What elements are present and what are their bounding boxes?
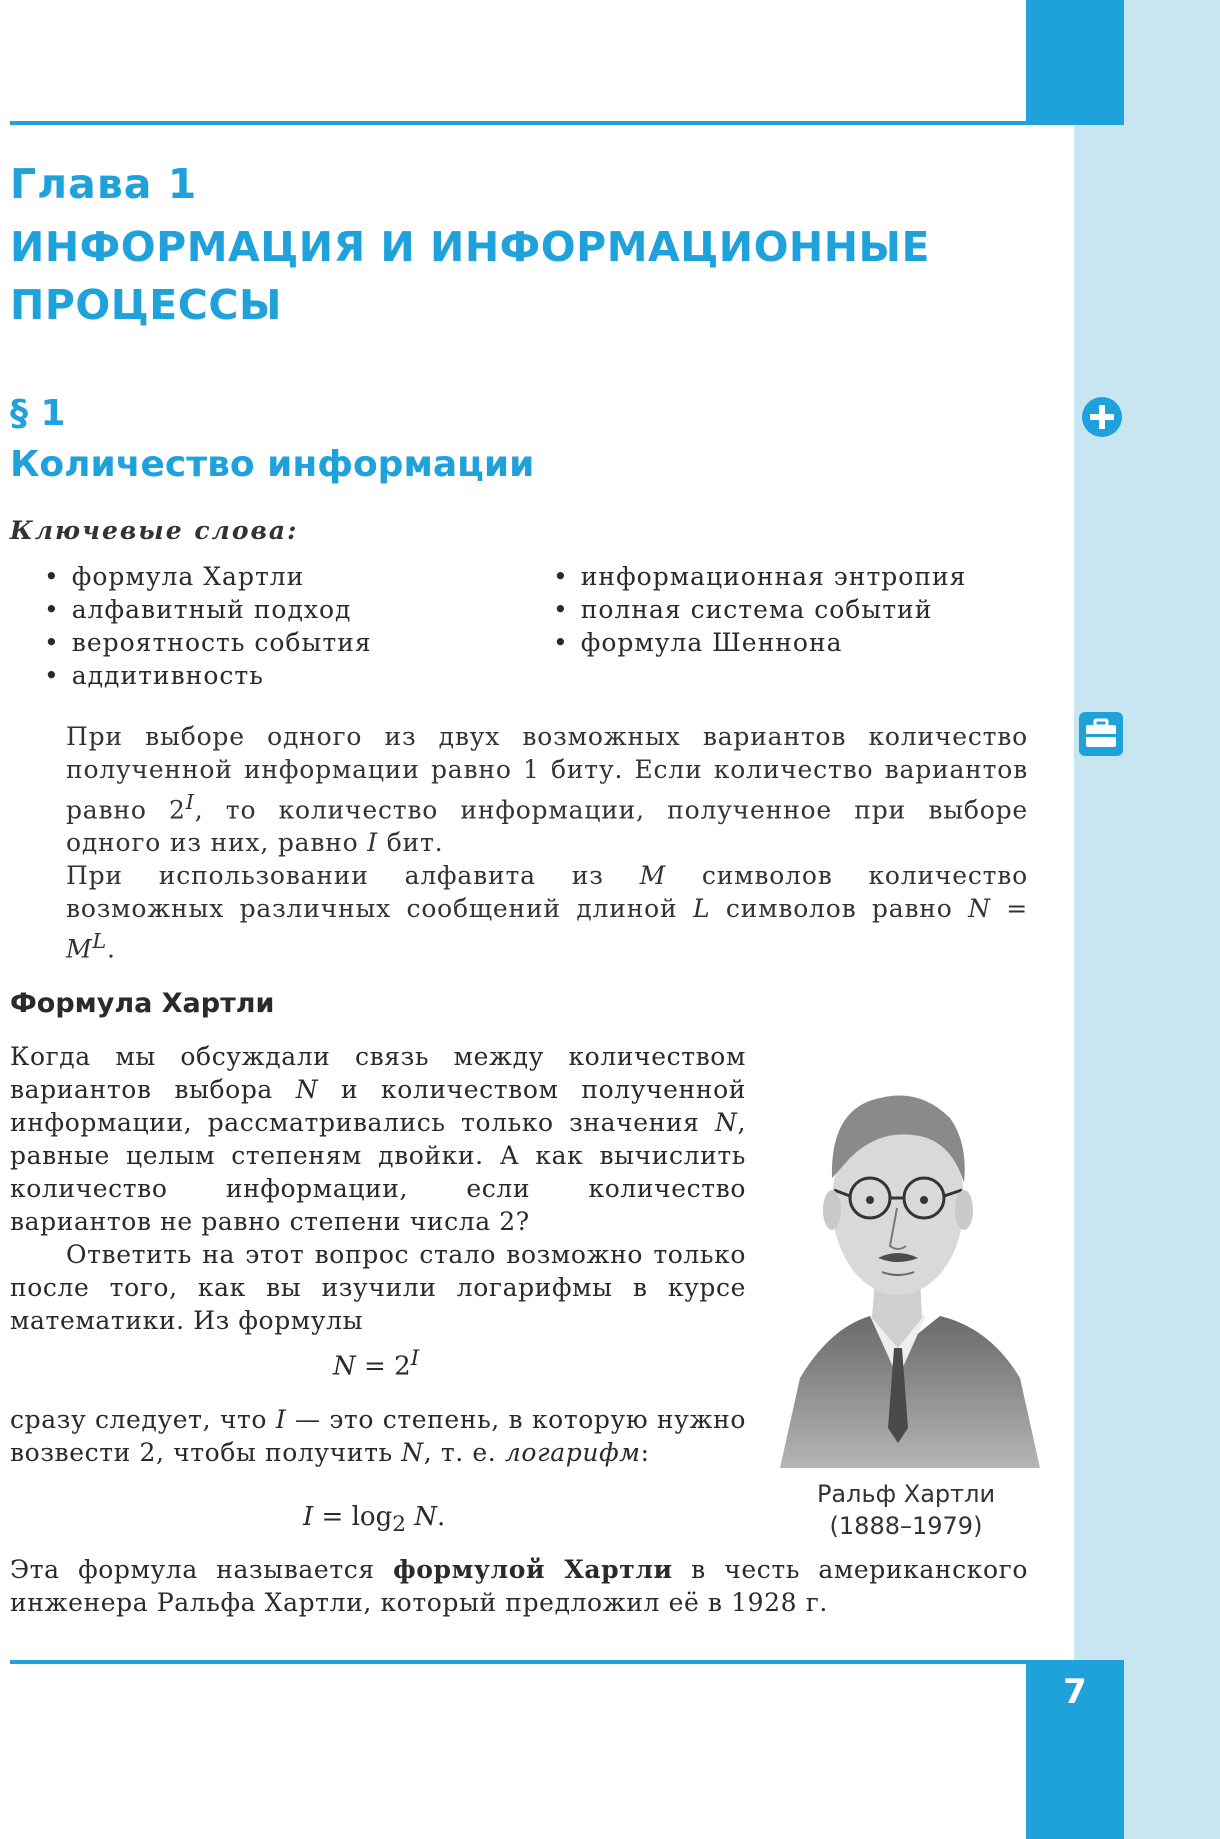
portrait-years: (1888–1979) (829, 1512, 983, 1540)
body-text-column (10, 1040, 746, 1337)
summary-box (66, 720, 1028, 966)
top-color-tab (1026, 0, 1124, 122)
portrait-caption (760, 1478, 1052, 1542)
keyword-item: • аддитивность (44, 659, 372, 692)
plus-circle-icon (1080, 395, 1124, 439)
keyword-item: • формула Хартли (44, 560, 372, 593)
formula-power: $N = 2^I$ (333, 1346, 420, 1382)
section-number: § 1 (10, 393, 66, 434)
summary-paragraph-1: При выборе одного из двух возможных вариантов количество полученной информации равно 1 биту. Если количество вариантов равно $2^I$, то количество информации, полученное при выборе одного из них, равно I бит. (66, 722, 1028, 858)
body-paragraph-4: Эта формула называется формулой Хартли в честь американского инженера Ральфа Хартли, который предложил её в 1928 г. (10, 1555, 1028, 1617)
keyword-item: • информационная энтропия (553, 560, 966, 593)
keyword-item: • алфавитный подход (44, 593, 372, 626)
briefcase-icon (1078, 711, 1124, 757)
subsection-heading: Формула Хартли (10, 988, 275, 1019)
portrait-name: Ральф Хартли (816, 1480, 996, 1508)
section-title: Количество информации (10, 444, 535, 485)
keyword-item: • формула Шеннона (553, 626, 966, 659)
top-rule (10, 121, 1124, 125)
body-paragraph-2: Ответить на этот вопрос стало возможно только после того, как вы изучили логарифмы в курсе математики. Из формулы (10, 1240, 746, 1335)
page-number: 7 (1063, 1672, 1087, 1712)
body-paragraph-1: Когда мы обсуждали связь между количеством вариантов выбора N и количеством полученной информации, рассматривались только значения N, равные целым степеням двойки. А как вычислить количество информации, если количество вариантов не равно степени числа 2? (10, 1042, 746, 1236)
keyword-item: • полная система событий (553, 593, 966, 626)
chapter-title: ИНФОРМАЦИЯ И ИНФОРМАЦИОННЫЕ ПРОЦЕССЫ (10, 223, 931, 329)
keyword-item: • вероятность события (44, 626, 372, 659)
keywords-list-right (553, 560, 966, 659)
portrait-image (770, 1048, 1042, 1468)
side-margin-strip (1074, 0, 1220, 1839)
bottom-rule (10, 1660, 1124, 1664)
formula-logarithm: $I = \log_2 N$. (303, 1502, 446, 1538)
chapter-label: Глава 1 (10, 160, 198, 208)
body-paragraph-3: сразу следует, что I — это степень, в которую нужно возвести 2, чтобы получить N, т. е. логарифм: (10, 1405, 746, 1467)
keywords-list-left (44, 560, 372, 692)
keywords-label: Ключевые слова: (10, 516, 299, 545)
summary-paragraph-2: При использовании алфавита из M символов количество возможных различных сообщений длиной L символов равно $N = M^L$. (66, 861, 1029, 964)
